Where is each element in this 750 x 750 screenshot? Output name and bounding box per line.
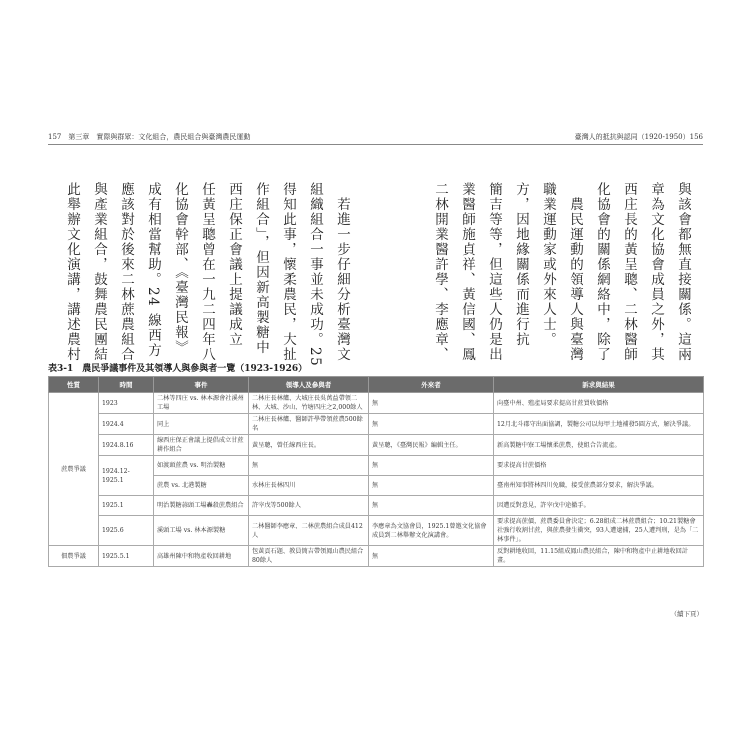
table-cell: 新高製糖中寮工場懷柔蔗農，使組合告流產。: [494, 435, 704, 456]
text-column: 化協會幹部、《臺灣民報》: [172, 182, 188, 356]
text-column: 職業運動家或外來人士。: [540, 182, 556, 347]
text-column: 方，因地緣關係而進行抗: [513, 182, 529, 347]
table-header-row: [49, 377, 704, 393]
table-cell: 向臺中州、殖產局要求提高甘蔗買收價格: [494, 393, 704, 414]
text-column: 西庄長的黃呈聰、二林醫師: [621, 182, 637, 362]
table-cell: 許宰戊等500餘人: [249, 496, 369, 516]
table-row: [49, 546, 704, 567]
text-column: 簡吉等等，但這些人仍是出: [486, 182, 502, 362]
table-cell: 無: [369, 496, 494, 516]
table-header: 時間: [99, 377, 154, 393]
table-cell: 如渡頭蔗農 vs. 明治製糖: [154, 456, 249, 476]
table-cell: 二林庄長林爐、大城庄長吳萬益帶領二林、大城、沙山、竹塘四庄之2,000餘人: [249, 393, 369, 414]
table-cell: 因遭反對意見，許宰戊中途撤手。: [494, 496, 704, 516]
table-cell: 黃呈聰，曾任線西庄長。: [249, 435, 369, 456]
table-header: 領導人及參與者: [249, 377, 369, 393]
table-cell: 1924.8.16: [99, 435, 154, 456]
book-spread: [48, 130, 703, 620]
table-cell: 李應章為文協會員，1925.1曾邀文化協會成員到二林舉辦文化演講會。: [369, 516, 494, 546]
table-header: 事件: [154, 377, 249, 393]
type-cell: 佃農爭議: [49, 546, 99, 567]
text-column: 作組合」，但因新高製糖中: [253, 182, 269, 356]
body-text-left-page: [58, 182, 358, 370]
text-column: 章為文化協會成員之外，其: [648, 182, 664, 362]
table-cell: 反對耕地收回，11.15組成鳳山農民組合，陳中和物產中止耕地收回計畫。: [494, 546, 704, 567]
table-cell: 高雄州陳中和物產收回耕地: [154, 546, 249, 567]
running-head-right: 臺灣人的抵抗與認同（1920-1950）156: [574, 133, 703, 141]
table-cell: 同上: [154, 414, 249, 435]
table-cell: 蔗農 vs. 北港製糖: [154, 476, 249, 496]
running-head-left: 157 第三章 實際與群眾：文化組合，農民組合與臺灣農民運動: [48, 133, 251, 141]
table-cell: 1924.4: [99, 414, 154, 435]
table-row: [49, 456, 704, 476]
table-row: [49, 516, 704, 546]
text-column: 業醫師施貞祥、黃信國、鳳: [459, 182, 475, 362]
table-cell: 要求提高甘蔗價格: [494, 456, 704, 476]
table-cell: 1923: [99, 393, 154, 414]
text-column: 成有相當幫助。24 線西方: [145, 182, 161, 358]
table-title: 表3-1 農民爭議事件及其領導人與參與者一覽（1923-1926）: [48, 364, 308, 374]
table-cell: 1925.5.1: [99, 546, 154, 567]
table-cell: 溪頭工場 vs. 林本源製糖: [154, 516, 249, 546]
running-head: [48, 130, 703, 145]
table-cell: 二林醫師李應章、二林蔗農組合成員412人: [249, 516, 369, 546]
type-cell: 蔗農爭議: [49, 393, 99, 546]
table-cell: 無: [369, 546, 494, 567]
table-cell: 1925.1: [99, 496, 154, 516]
table-cell: 無: [369, 414, 494, 435]
table-cell: 1924.12-1925.1: [99, 456, 154, 496]
text-column: 應該對於後來二林蔗農組合: [118, 182, 134, 362]
table-header: 外來者: [369, 377, 494, 393]
text-column: 任黃呈聰曾在一九二四年八: [199, 182, 215, 362]
text-column: 與產業組合，鼓舞農民團結: [91, 182, 107, 362]
table-row: [49, 496, 704, 516]
table-cell: 12月北斗郡守出面協調，製糖公司以每甲土地補發5圓方式，解決爭議。: [494, 414, 704, 435]
text-column: 二林開業醫許學、李應章、: [432, 182, 448, 362]
table-cell: 1925.6: [99, 516, 154, 546]
text-column: 農民運動的領導人與臺灣: [567, 197, 583, 362]
table-cell: 二林等四庄 vs. 林本源會社溪州工場: [154, 393, 249, 414]
text-column: 得知此事，懷柔農民，大扯: [280, 182, 296, 362]
table-header: 性質: [49, 377, 99, 393]
table-cell: 明治製糖蒜頭工場轟殺蔗農組合: [154, 496, 249, 516]
table-cell: 水林庄長林四川: [249, 476, 369, 496]
table-cell: 二林庄長林爐、醫師許學帶領蔗農500餘名: [249, 414, 369, 435]
text-column: 組織組合一事並未成功。25: [307, 182, 323, 368]
table-header: 訴求與結果: [494, 377, 704, 393]
table-cell: 臺南州知事將林四川免職，接受蔗農部分要求，解決爭議。: [494, 476, 704, 496]
text-column: 西庄保正會議上提議成立: [226, 182, 242, 347]
dispute-table: [48, 376, 704, 567]
table-row: [49, 435, 704, 456]
table-cell: 線西庄保正會議上提倡成立甘蔗耕作組合: [154, 435, 249, 456]
text-column: 此舉辦文化演講，講述農村: [64, 182, 80, 362]
table-cell: 無: [369, 456, 494, 476]
text-column: 與該會都無直接關係。這兩: [675, 182, 691, 362]
continued-note: （續下頁）: [670, 610, 703, 618]
table-cell: 無: [369, 393, 494, 414]
table-cell: 無: [369, 476, 494, 496]
table-cell: 黃呈聰，《臺灣民報》編輯主任。: [369, 435, 494, 456]
table-cell: 要求提高蔗價，蔗農委員會決定；6.28組成二林蔗農組合；10.21製糖會社強行收割甘蔗，與蔗農發生衝突，93人遭逮捕，25人遭判刑，是為「二林事件」。: [494, 516, 704, 546]
text-column: 化協會的關係網絡中，除了: [594, 182, 610, 362]
table-cell: 包黃貢石題、教員簡吉帶領鳳山農民組合80餘人: [249, 546, 369, 567]
table-row: [49, 414, 704, 435]
body-text-right-page: [426, 182, 706, 370]
text-column: 若進一步仔細分析臺灣文: [334, 197, 350, 362]
table-row: [49, 393, 704, 414]
table-cell: 無: [249, 456, 369, 476]
